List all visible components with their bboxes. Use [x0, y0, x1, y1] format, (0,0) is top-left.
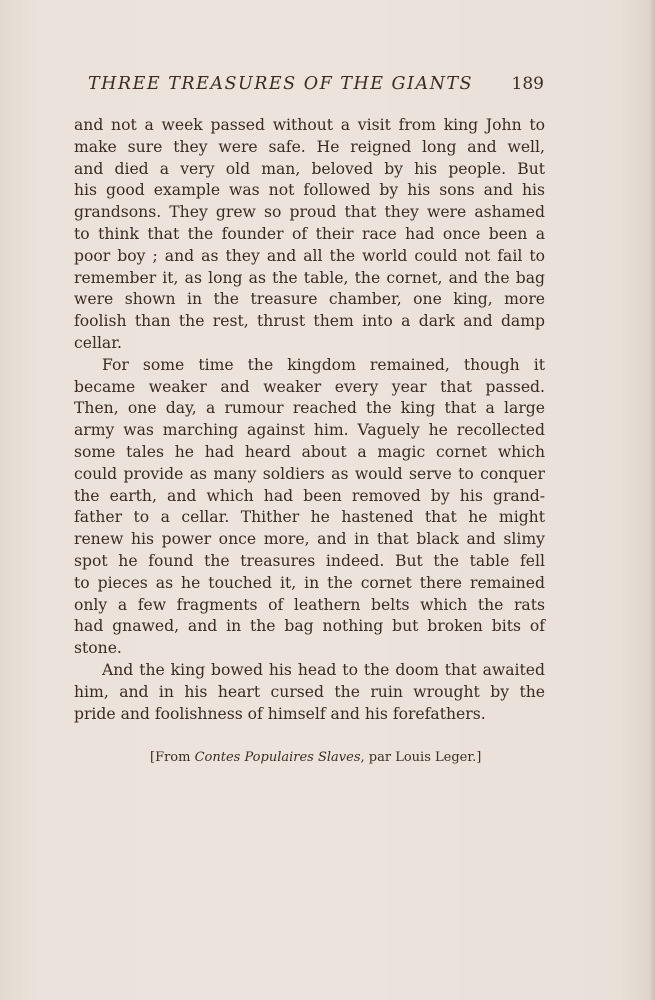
source-citation	[150, 750, 481, 765]
page-edge-shadow	[649, 0, 655, 1000]
text-line: father to a cellar. Thither he hastened that he might	[74, 508, 545, 527]
text-line: For some time the kingdom remained, though it	[102, 355, 545, 374]
citation-suffix: , par Louis Leger.]	[360, 750, 482, 765]
text-line: army was marching against him. Vaguely he recollected	[74, 421, 545, 440]
text-line: became weaker and weaker every year that passed.	[74, 377, 545, 396]
text-line: the earth, and which had been removed by his grand-	[74, 486, 545, 505]
text-line: and not a week passed without a visit from king John to	[74, 116, 545, 134]
text-line: to pieces as he touched it, in the cornet there remained	[74, 573, 545, 592]
text-line: remember it, as long as the table, the cornet, and the bag	[74, 268, 545, 287]
text-line: Then, one day, a rumour reached the king that a large	[74, 399, 545, 418]
page-number: 189	[511, 74, 544, 94]
text-line: his good example was not followed by his sons and his	[74, 181, 545, 200]
text-line: poor boy ; and as they and all the world could not fail to	[74, 246, 545, 265]
text-line: grandsons. They grew so proud that they were ashamed	[74, 203, 545, 222]
text-line: could provide as many soldiers as would serve to conquer	[74, 464, 545, 483]
paragraph	[74, 660, 545, 725]
citation-prefix: [From	[150, 750, 195, 765]
text-line: make sure they were safe. He reigned long and well,	[74, 137, 545, 156]
text-line: and died a very old man, beloved by his people. But	[74, 159, 545, 178]
text-line: had gnawed, and in the bag nothing but broken bits of	[74, 617, 545, 636]
text-line: some tales he had heard about a magic cornet which	[74, 442, 545, 461]
running-title: THREE TREASURES OF THE GIANTS	[88, 74, 474, 94]
text-line: And the king bowed his head to the doom that awaited	[102, 660, 545, 679]
text-line: pride and foolishness of himself and his forefathers.	[74, 704, 486, 723]
citation-title: Contes Populaires Slaves	[194, 750, 361, 765]
paragraph	[74, 355, 545, 660]
text-line: cellar.	[74, 333, 122, 352]
text-line: stone.	[74, 639, 122, 658]
text-line: were shown in the treasure chamber, one king, more	[74, 290, 545, 309]
text-line: him, and in his heart cursed the ruin wrought by the	[74, 682, 545, 701]
text-line: renew his power once more, and in that black and slimy	[74, 530, 545, 549]
text-line: only a few fragments of leathern belts which the rats	[74, 595, 545, 614]
body-text	[74, 115, 545, 725]
running-head	[88, 74, 544, 98]
text-line: spot he found the treasures indeed. But the table fell	[74, 551, 545, 570]
paragraph	[74, 115, 545, 355]
text-line: foolish than the rest, thrust them into a dark and damp	[74, 312, 545, 331]
text-line: to think that the founder of their race had once been a	[74, 224, 545, 243]
